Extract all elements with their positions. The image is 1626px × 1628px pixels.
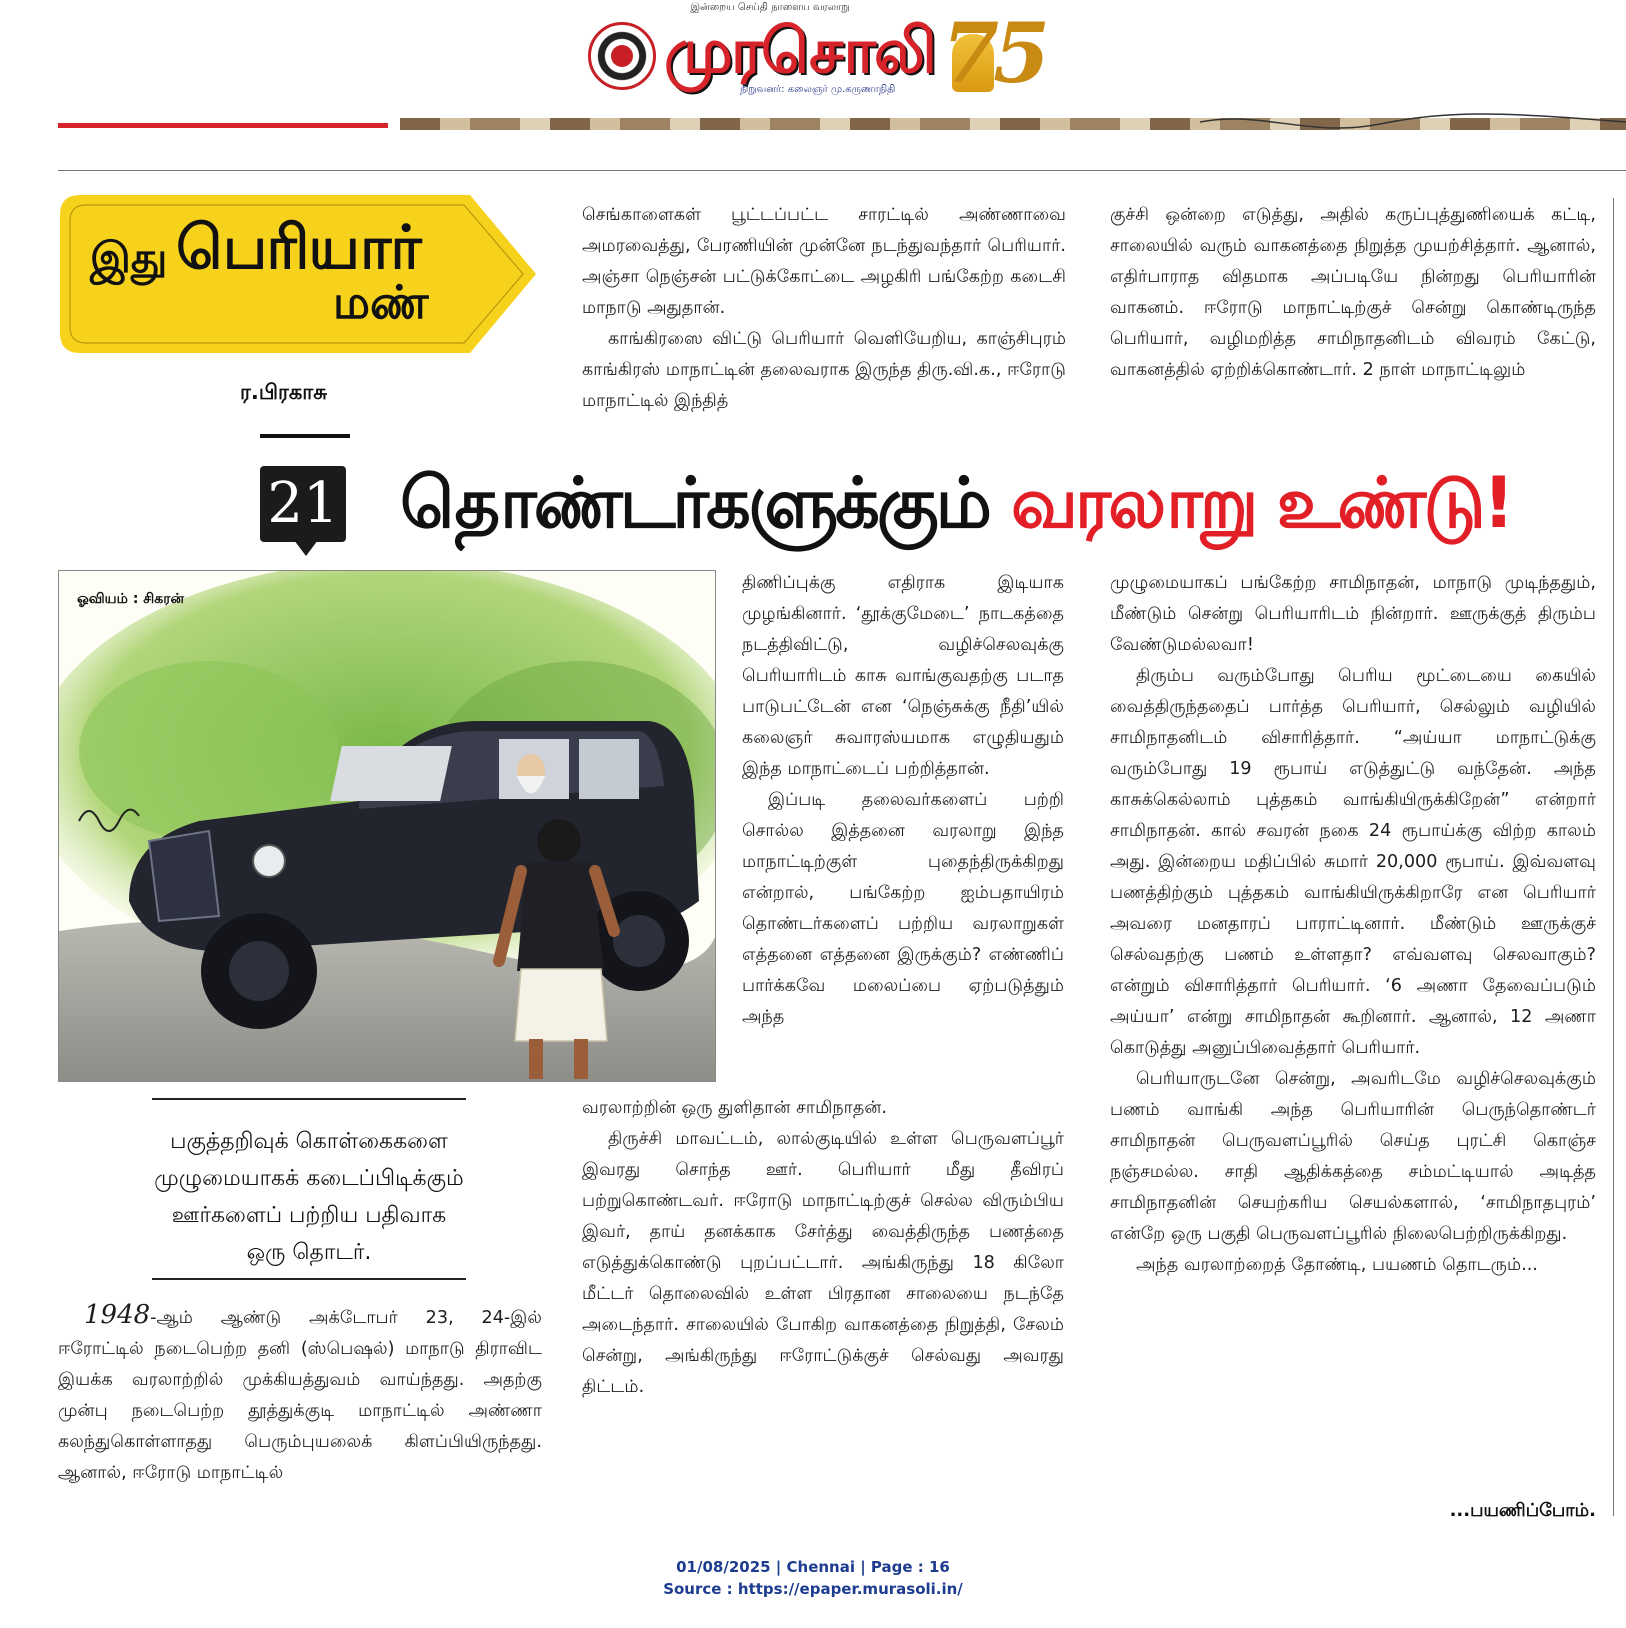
signoff: ...பயணிப்போம். — [1449, 1500, 1596, 1521]
badge-word-periyar: பெரியார் — [176, 213, 421, 283]
column-badge — [58, 193, 538, 355]
masthead-rule — [58, 170, 1626, 171]
article-column-middle-bottom-wide — [582, 1093, 1064, 1511]
pullquote — [70, 1123, 548, 1271]
newspaper-title: முரசொலி — [664, 14, 935, 87]
paragraph: அந்த வரலாற்றைத் தோண்டி, பயணம் தொடரும்... — [1136, 1255, 1538, 1275]
article-column-middle-bottom — [742, 568, 1064, 1092]
episode-number: 21 — [267, 471, 339, 536]
byline-rule — [260, 434, 350, 438]
paragraph: செங்காளைகள் பூட்டப்பட்ட சாரட்டில் அண்ணாவை அமரவைத்து, பேரணியின் முன்னே நடந்துவந்தார் பெரியார். அஞ்சா நெஞ்சன் பட்டுக்கோட்டை அழகிரி பங்கேற்ற கடைசி மாநாடு அதுதான். — [582, 205, 1066, 318]
article-column-right-top — [1110, 200, 1596, 456]
car-illustration-icon — [59, 571, 716, 1082]
article-column-middle-top — [582, 200, 1066, 456]
article-illustration — [58, 570, 716, 1082]
footer-source-link[interactable]: Source : https://epaper.murasoli.in/ — [663, 1580, 963, 1598]
paragraph: திருச்சி மாவட்டம், லால்குடியில் உள்ள பெருவளப்பூர் இவரது சொந்த ஊர். பெரியார் மீது தீவிரப் பற்றுகொண்டவர். ஈரோடு மாநாட்டிற்குச் செல்ல விரும்பிய இவர், தாய் தனக்காக சேர்த்து வைத்திருந்த பணத்தை எடுத்துக்கொண்டு புறப்பட்டார். அங்கிருந்து 18 கிலோ மீட்டர் தொலைவில் உள்ள பிரதான சாலையை நடந்தே அடைந்தார். சாலையில் போகிற வாகனத்தை நிறுத்தி, சேலம் சென்று, அங்கிருந்து ஈரோட்டுக்குச் செல்வது அவரது திட்டம். — [582, 1129, 1064, 1397]
paragraph: முழுமையாகப் பங்கேற்ற சாமிநாதன், மாநாடு முடிந்ததும், மீண்டும் சென்று பெரியாரிடம் நின்றார். ஊருக்குத் திரும்ப வேண்டுமல்லவா! — [1110, 573, 1596, 655]
page-right-rule — [1613, 198, 1614, 1516]
paragraph: திணிப்புக்கு எதிராக இடியாக முழங்கினார். ‘தூக்குமேடை’ நாடகத்தை நடத்திவிட்டு, வழிச்செலவுக்கு பெரியாரிடம் காசு வாங்குவதற்கு படாத பாடுபட்டேன் என ‘நெஞ்சுக்கு நீதி’யில் கலைஞர் சுவாரஸ்யமாக எழுதியதும் இந்த மாநாட்டைப் பற்றித்தான். — [742, 573, 1064, 779]
paragraph: பெரியாருடனே சென்று, அவரிடமே வழிச்செலவுக்கும் பணம் வாங்கி அந்த பெரியாரின் பெருந்தொண்டர் சாமிநாதன் பெருவளப்பூரில் செய்த புரட்சி கொஞ்ச நஞ்சமல்ல. சாதி ஆதிக்கத்தை சம்மட்டியால் அடித்த சாமிநாதனின் செயற்கரிய செயல்களால், ‘சாமிநாதபுரம்’ என்றே ஒரு பகுதி பெருவளப்பூரில் நிலைபெற்றிருக்கிறது. — [1110, 1069, 1596, 1244]
paragraph: குச்சி ஒன்றை எடுத்து, அதில் கருப்புத்துணியைக் கட்டி, சாலையில் வரும் வாகனத்தை நிறுத்த முயற்சித்தார். ஆனால், எதிர்பாராத விதமாக அப்படியே நின்றது பெரியாரின் வாகனம். ஈரோடு மாநாட்டிற்குச் சென்று கொண்டிருந்த பெரியார், வழிமறித்த சாமிநாதனிடம் விவரம் கேட்டு, வாகனத்தில் ஏற்றிக்கொண்டார். 2 நாள் மாநாட்டிலும் — [1110, 205, 1596, 380]
anniversary-number: 75 — [942, 6, 1045, 102]
paragraph: காங்கிரஸை விட்டு பெரியார் வெளியேறிய, காஞ்சிபுரம் காங்கிரஸ் மாநாட்டின் தலைவராக இருந்த திரு.வி.க., ஈரோடு மாநாட்டில் இந்தித் — [582, 329, 1066, 411]
paragraph: இப்படி தலைவர்களைப் பற்றி சொல்ல இத்தனை வரலாறு இந்த மாநாட்டிற்குள் புதைந்திருக்கிறது என்றால், பங்கேற்ற ஐம்பதாயிரம் தொண்டர்களைப் பற்றிய வரலாறுகள் எத்தனை எத்தனை இருக்கும்? எண்ணிப் பார்க்கவே மலைப்பை ஏற்படுத்தும் அந்த — [742, 790, 1064, 1027]
headline-part-red: வரலாறு உண்டு! — [1011, 462, 1512, 544]
paragraph — [58, 1300, 542, 1489]
masthead-wave-decoration — [1200, 108, 1626, 138]
intro-year: 1948 — [84, 1300, 151, 1330]
masthead-red-bar — [58, 123, 388, 128]
headline — [400, 462, 1512, 553]
page-footer — [0, 1556, 1626, 1600]
badge-word-mann: மண் — [333, 275, 429, 329]
pullquote-line: பகுத்தறிவுக் கொள்கைகளை — [170, 1129, 448, 1154]
episode-box-tail — [294, 540, 318, 556]
article-column-right-bottom — [1110, 568, 1596, 1498]
pullquote-line: ஊர்களைப் பற்றிய பதிவாக — [171, 1203, 447, 1228]
pullquote-rule-bottom — [152, 1278, 466, 1280]
headline-part-black: தொண்டர்களுக்கும் — [400, 462, 989, 544]
masthead — [0, 0, 1626, 180]
pullquote-line: ஒரு தொடர். — [246, 1240, 372, 1265]
badge-word-idhu: இது — [90, 233, 168, 282]
founder-line: நிறுவனர்: கலைஞர் மு.கருணாநிதி — [740, 84, 896, 95]
intro-text: -ஆம் ஆண்டு அக்டோபர் 23, 24-இல் ஈரோட்டில் நடைபெற்ற தனி (ஸ்பெஷல்) மாநாடு திராவிட இயக்க வரலாற்றில் முக்கியத்துவம் வாய்ந்தது. அதற்கு முன்பு நடைபெற்ற தூத்துக்குடி மாநாட்டில் அண்ணா கலந்துகொள்ளாதது பெரும்புயலைக் கிளப்பியிருந்தது. ஆனால், ஈரோடு மாநாட்டில் — [58, 1308, 542, 1483]
paragraph: திரும்ப வரும்போது பெரிய மூட்டையை கையில் வைத்திருந்ததைப் பார்த்த பெரியார், செல்லும் வழியில் சாமிநாதனிடம் விசாரித்தார். “அய்யா மாநாட்டுக்கு வரும்போது 19 ரூபாய் எடுத்துட்டு வந்தேன். அந்த காசுக்கெல்லாம் புத்தகம் வாங்கியிருக்கிறேன்” என்றார் சாமிநாதன். கால் சவரன் நகை 24 ரூபாய்க்கு விற்ற காலம் அது. இன்றைய மதிப்பில் சுமார் 20,000 ரூபாய். இவ்வளவு பணத்திற்கும் புத்தகம் வாங்கியிருக்கிறாரே என பெரியார் அவரை மனதாரப் பாராட்டினார். மீண்டும் ஊருக்குச் செல்வதற்கு பணம் உள்ளதா? எவ்வளவு செலவாகும்? என்றும் விசாரித்தார் பெரியார். ‘6 அணா தேவைப்படும் அய்யா’ என்று சாமிநாதன் கூறினார். ஆனால், 12 அணா கொடுத்து அனுப்பிவைத்தார் பெரியார். — [1110, 666, 1596, 1058]
author-byline: ர.பிரகாசு — [240, 380, 327, 404]
article-column-left-bottom — [58, 1300, 542, 1520]
masthead-tagline: இன்றைய செய்தி நாளைய வரலாறு — [690, 2, 850, 13]
pullquote-rule-top — [152, 1098, 466, 1100]
footer-date-line: 01/08/2025 | Chennai | Page : 16 — [676, 1558, 950, 1576]
illustration-credit: ஓவியம் : சிகரன் — [77, 591, 185, 607]
pullquote-line: முழுமையாகக் கடைப்பிடிக்கும் — [154, 1166, 464, 1191]
party-seal-icon — [588, 22, 656, 90]
paragraph: வரலாற்றின் ஒரு துளிதான் சாமிநாதன். — [582, 1098, 887, 1118]
